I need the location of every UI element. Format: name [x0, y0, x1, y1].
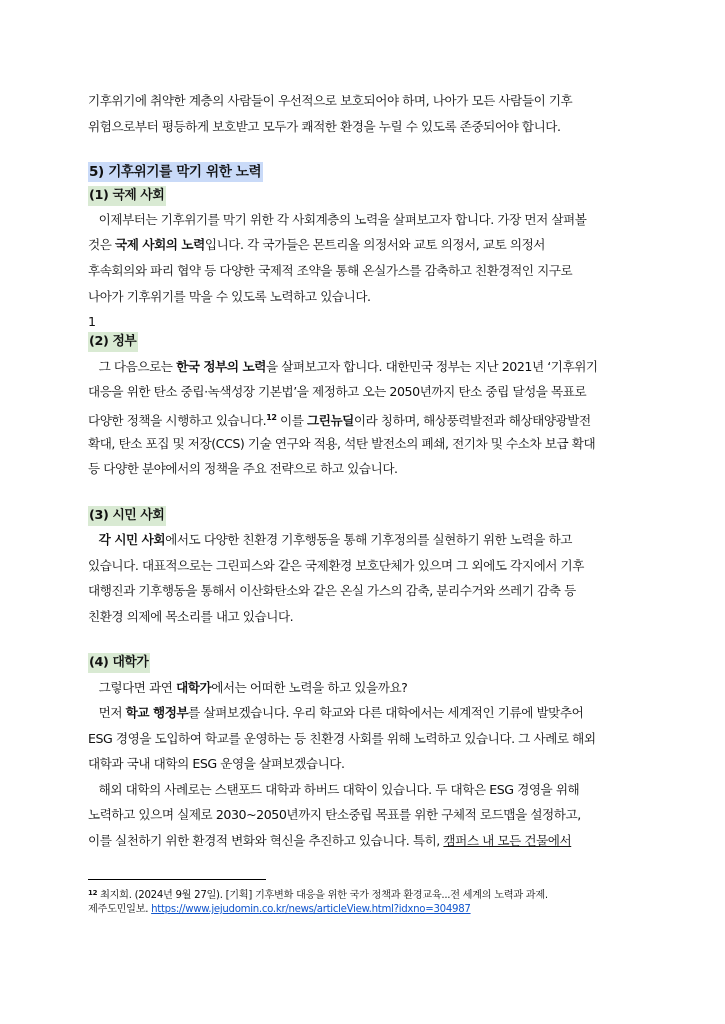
text-run — [88, 532, 99, 547]
civil-line-3: 대행진과 기후행동을 통해서 이산화탄소와 같은 온실 가스의 감축, 분리수거와 쓰레기 감축 등 — [88, 583, 576, 598]
text-run: 입니다. 각 국가들은 몬트리올 의정서와 교토 의정서, 교토 의정서 — [204, 237, 546, 252]
university-line-3: ESG 경영을 도입하여 학교를 운영하는 등 친환경 사회를 위해 노력하고 있습니다. 그 사례로 해외 — [88, 731, 596, 746]
subheading-civil: (3) 시민 사회 — [88, 506, 166, 526]
text-run: 에서는 어떠한 노력을 하고 있을까요? — [211, 680, 408, 695]
footnote-link[interactable]: https://www.jejudomin.co.kr/news/articleView.html?idxno=304987 — [151, 904, 471, 915]
stray-number: 1 — [88, 314, 96, 329]
intro-line-1: 기후위기에 취약한 계층의 사람들이 우선적으로 보호되어야 하며, 나아가 모든 사람들이 기후 — [88, 93, 573, 108]
government-line-5: 등 다양한 분야에서의 정책을 주요 전략으로 하고 있습니다. — [88, 461, 398, 476]
text-run: 그렇다면 과연 — [88, 680, 177, 695]
subheading-university: (4) 대학가 — [88, 653, 150, 673]
bold-run: 각 시민 사회 — [98, 532, 166, 547]
government-line-4: 확대, 탄소 포집 및 저장(CCS) 기술 연구와 적용, 석탄 발전소의 폐쇄, 전기차 및 수소차 보급 확대 — [88, 436, 596, 451]
government-line-3 — [88, 408, 591, 431]
subheading-government: (2) 정부 — [88, 332, 138, 352]
text-run: 다양한 정책을 시행하고 있습니다. — [88, 413, 267, 428]
text-run: 를 살펴보겠습니다. 우리 학교와 다른 대학에서는 세계적인 기류에 발맞추어 — [188, 705, 584, 720]
bold-run: 대학가 — [176, 680, 212, 695]
footnote-divider — [88, 879, 266, 880]
international-line-2 — [88, 235, 545, 255]
subheading-international: (1) 국제 사회 — [88, 186, 166, 206]
civil-line-1 — [88, 530, 572, 550]
text-run: 먼저 — [88, 705, 126, 720]
civil-line-2: 있습니다. 대표적으로는 그린피스와 같은 국제환경 보호단체가 있으며 그 외에도 각지에서 기후 — [88, 558, 584, 573]
text-run: 이를 — [276, 413, 308, 428]
bold-run: 그린뉴딜 — [307, 413, 354, 428]
university-line-2 — [88, 703, 583, 723]
text-run: 이라 칭하며, 해상풍력발전과 해상태양광발전 — [353, 413, 591, 428]
bold-run: 한국 정부의 노력 — [176, 359, 266, 374]
civil-line-4: 친환경 의제에 목소리를 내고 있습니다. — [88, 609, 294, 624]
university-line-6: 노력하고 있으며 실제로 2030~2050년까지 탄소중립 목표를 위한 구체적 로드맵을 설정하고, — [88, 807, 581, 822]
international-line-4: 나아가 기후위기를 막을 수 있도록 노력하고 있습니다. — [88, 289, 371, 304]
footnote-text: 최지희. (2024년 9월 27일). [기획] 기후변화 대응을 위한 국가 정책과 환경교육...전 세계의 노력과 과제. — [97, 890, 548, 901]
footnote-source: 제주도민일보. — [88, 904, 152, 915]
international-line-1: 이제부터는 기후위기를 막기 위한 각 사회계층의 노력을 살펴보고자 합니다. 가장 먼저 살펴볼 — [88, 212, 587, 227]
footnote-number: 12 — [88, 889, 98, 897]
university-line-1 — [88, 678, 407, 698]
university-line-4: 대학과 국내 대학의 ESG 운영을 살펴보겠습니다. — [88, 756, 345, 771]
bold-run: 학교 행정부 — [125, 705, 189, 720]
section-heading: 5) 기후위기를 막기 위한 노력 — [89, 164, 262, 180]
bold-run: 국제 사회의 노력 — [114, 237, 205, 252]
government-line-1 — [88, 357, 598, 377]
text-run: 것은 — [88, 237, 115, 252]
text-run: 에서도 다양한 친환경 기후행동을 통해 기후정의를 실현하기 위한 노력을 하고 — [165, 532, 573, 547]
government-line-2: 대응을 위한 탄소 중립·녹색성장 기본법’을 제정하고 오는 2050년까지 탄소 중립 달성을 목표로 — [88, 384, 587, 399]
footnote-line-2 — [88, 902, 471, 917]
text-run: 그 다음으로는 — [88, 359, 177, 374]
university-line-7 — [88, 831, 571, 851]
university-line-5: 해외 대학의 사례로는 스탠포드 대학과 하버드 대학이 있습니다. 두 대학은 ESG 경영을 위해 — [88, 782, 580, 797]
text-run: 이를 실천하기 위한 환경적 변화와 혁신을 추진하고 있습니다. 특히, — [88, 833, 444, 848]
footnote-ref[interactable]: 12 — [266, 413, 277, 422]
intro-line-2: 위험으로부터 평등하게 보호받고 모두가 쾌적한 환경을 누릴 수 있도록 존중되어야 합니다. — [88, 119, 561, 134]
underlined-run: 캠퍼스 내 모든 건물에서 — [443, 833, 572, 848]
international-line-3: 후속회의와 파리 협약 등 다양한 국제적 조약을 통해 온실가스를 감축하고 친환경적인 지구로 — [88, 263, 573, 278]
footnote-line-1 — [88, 886, 548, 903]
text-run: 을 살펴보고자 합니다. 대한민국 정부는 지난 2021년 ‘기후위기 — [265, 359, 598, 374]
